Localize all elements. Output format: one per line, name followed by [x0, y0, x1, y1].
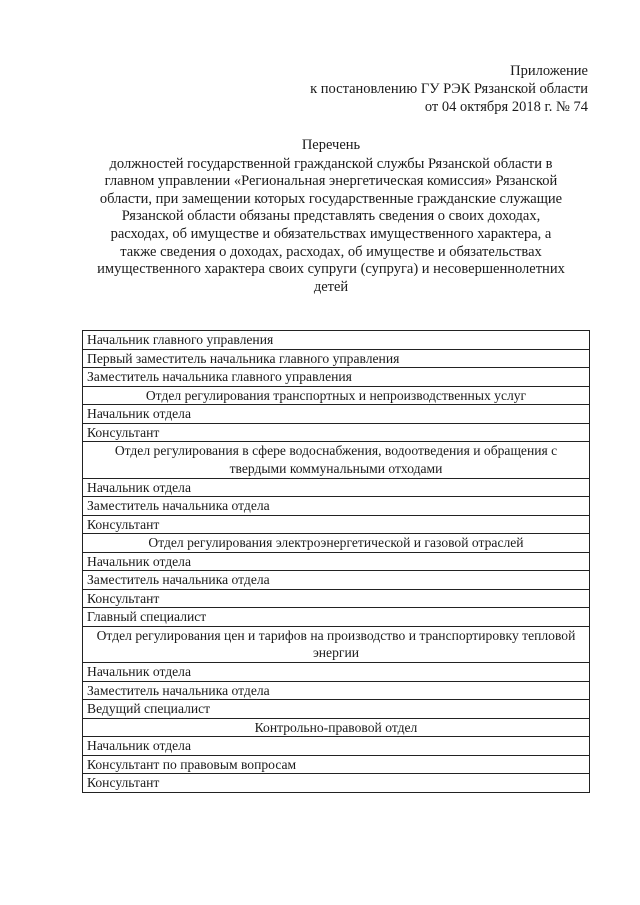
position-cell: Первый заместитель начальника главного управления — [83, 349, 590, 368]
table-row — [83, 497, 590, 516]
title-line: расходах, об имуществе и обязательствах имущественного характера, а — [110, 225, 552, 242]
table-row — [83, 386, 590, 405]
table-row — [83, 589, 590, 608]
positions-table — [82, 330, 590, 793]
position-cell: Начальник отдела — [83, 405, 590, 424]
position-cell: Заместитель начальника отдела — [83, 681, 590, 700]
position-cell: Начальник отдела — [83, 737, 590, 756]
title-line: имущественного характера своих супруги (супруга) и несовершеннолетних — [97, 261, 565, 278]
table-row — [83, 755, 590, 774]
resolution-reference: к постановлению ГУ РЭК Рязанской области — [310, 81, 588, 97]
position-cell: Главный специалист — [83, 608, 590, 627]
table-row — [83, 774, 590, 793]
table-row — [83, 423, 590, 442]
title-line: детей — [313, 278, 349, 295]
table-row — [83, 663, 590, 682]
table-row — [83, 349, 590, 368]
table-row — [83, 718, 590, 737]
position-cell: Заместитель начальника отдела — [83, 497, 590, 516]
title-heading: Перечень — [301, 137, 361, 153]
position-cell: Консультант по правовым вопросам — [83, 755, 590, 774]
department-heading: Отдел регулирования транспортных и непроизводственных услуг — [83, 386, 590, 405]
resolution-date-number: от 04 октября 2018 г. № 74 — [424, 99, 588, 115]
table-row — [83, 515, 590, 534]
appendix-label: Приложение — [510, 63, 588, 79]
position-cell: Заместитель начальника отдела — [83, 571, 590, 590]
position-cell: Заместитель начальника главного управления — [83, 368, 590, 387]
title-line: должностей государственной гражданской службы Рязанской области в — [109, 155, 553, 172]
title-line: главном управлении «Региональная энергетическая комиссия» Рязанской — [104, 173, 558, 190]
department-heading: Отдел регулирования в сфере водоснабжения, водоотведения и обращения с твердыми коммунальными отходами — [83, 442, 590, 479]
table-row — [83, 331, 590, 350]
position-cell: Консультант — [83, 589, 590, 608]
table-row — [83, 571, 590, 590]
department-heading: Контрольно-правовой отдел — [83, 718, 590, 737]
table-row — [83, 737, 590, 756]
position-cell: Консультант — [83, 515, 590, 534]
table-row — [83, 405, 590, 424]
document-title — [80, 137, 582, 296]
table-row — [83, 442, 590, 479]
title-line: области, при замещении которых государственные гражданские служащие — [99, 190, 563, 207]
department-heading: Отдел регулирования цен и тарифов на производство и транспортировку тепловой энергии — [83, 626, 590, 663]
table-row — [83, 478, 590, 497]
position-cell: Начальник отдела — [83, 663, 590, 682]
table-row — [83, 681, 590, 700]
position-cell: Консультант — [83, 774, 590, 793]
position-cell: Начальник отдела — [83, 478, 590, 497]
table-row — [83, 700, 590, 719]
department-heading: Отдел регулирования электроэнергетической и газовой отраслей — [83, 534, 590, 553]
title-line: Рязанской области обязаны представлять сведения о своих доходах, — [121, 208, 541, 225]
table-row — [83, 626, 590, 663]
appendix-header — [310, 62, 588, 116]
title-line: также сведения о доходах, расходах, об имуществе и обязательствах — [120, 243, 542, 260]
table-row — [83, 534, 590, 553]
position-cell: Ведущий специалист — [83, 700, 590, 719]
table-row — [83, 608, 590, 627]
position-cell: Начальник отдела — [83, 552, 590, 571]
table-row — [83, 368, 590, 387]
position-cell: Начальник главного управления — [83, 331, 590, 350]
table-row — [83, 552, 590, 571]
position-cell: Консультант — [83, 423, 590, 442]
